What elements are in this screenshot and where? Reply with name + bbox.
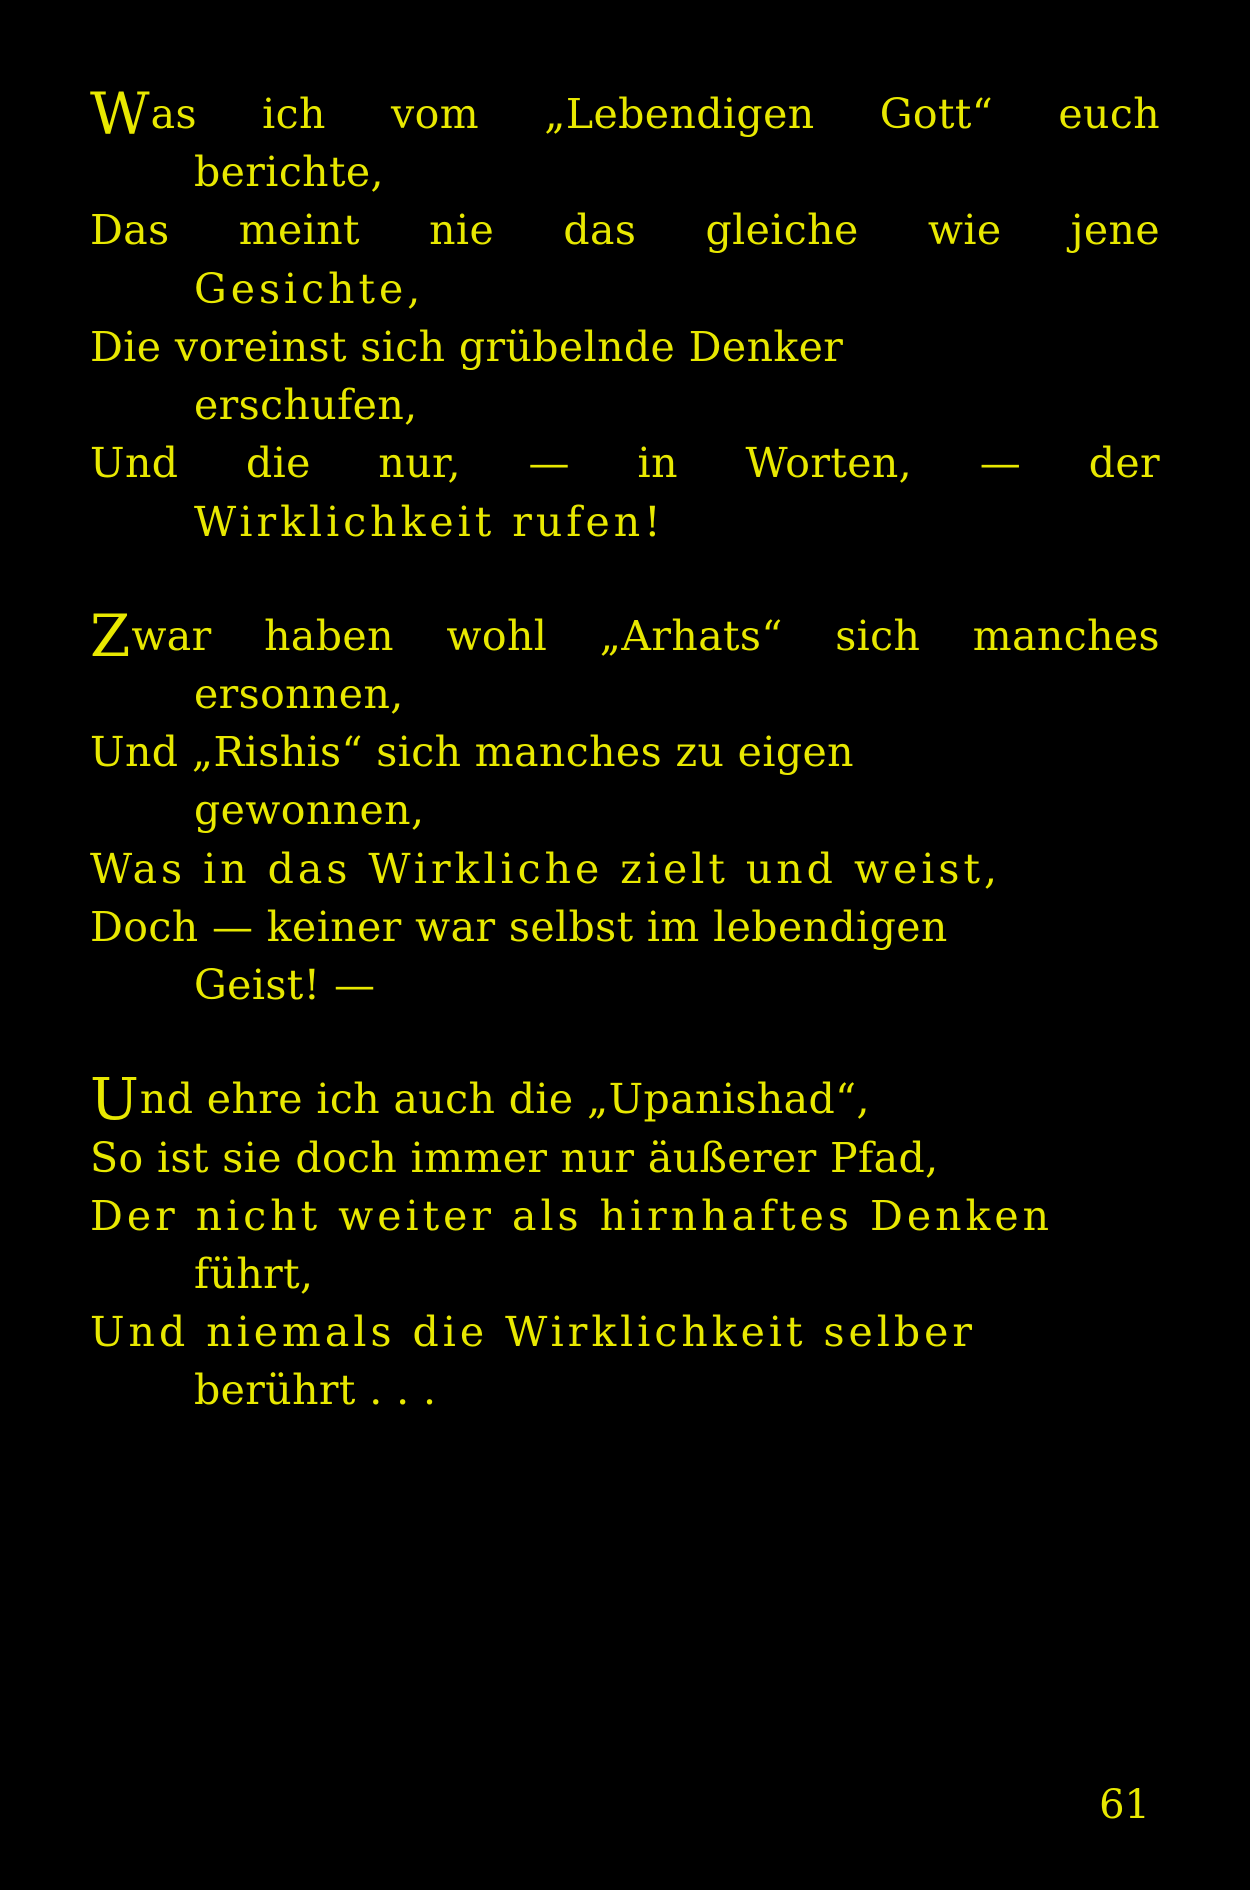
poem-line: Doch — keiner war selbst im lebendigen — [90, 902, 948, 951]
stanza — [90, 601, 1160, 1015]
poem-line-text: war haben wohl „Arhats“ sich manches — [131, 611, 1160, 660]
poem-line: Das meint nie das gleiche wie jene — [90, 206, 1160, 255]
poem-line — [90, 601, 1160, 670]
drop-cap: Z — [90, 601, 132, 670]
poem-line: berührt . . . — [194, 1366, 437, 1415]
page-number: 61 — [1099, 1782, 1150, 1828]
poem-line — [90, 80, 1160, 148]
stanza — [90, 1065, 1160, 1419]
drop-cap: W — [90, 80, 151, 148]
poem-line: erschufen, — [194, 381, 418, 430]
poem-line: Und die nur, — in Worten, — der — [90, 439, 1160, 488]
poem-line: Der nicht weiter als hirnhaftes Denken — [90, 1191, 1054, 1240]
poem-line: gewonnen, — [194, 786, 425, 835]
poem-line: So ist sie doch immer nur äußerer Pfad, — [90, 1133, 939, 1182]
poem-body — [90, 80, 1160, 1476]
poem-line-text: nd ehre ich auch die „Upanishad“, — [139, 1075, 870, 1124]
poem-line: Geist! — — [194, 961, 376, 1010]
poem-line — [90, 1065, 1160, 1134]
poem-line-text: as ich vom „Lebendigen Gott“ euch — [150, 90, 1160, 138]
drop-cap: U — [90, 1065, 140, 1134]
poem-line: berichte, — [194, 148, 384, 197]
poem-line: Wirklichkeit rufen! — [194, 497, 665, 546]
poem-line: Gesichte, — [194, 264, 425, 313]
poem-line: ersonnen, — [194, 669, 404, 718]
poem-line: Und „Rishis“ sich manches zu eigen — [90, 728, 854, 777]
poem-line: Und niemals die Wirklichkeit selber — [90, 1308, 977, 1357]
poem-line: führt, — [194, 1249, 314, 1298]
poem-line: Was in das Wirkliche zielt und weist, — [90, 844, 1001, 893]
stanza — [90, 80, 1160, 551]
poem-line: Die voreinst sich grübelnde Denker — [90, 322, 844, 371]
